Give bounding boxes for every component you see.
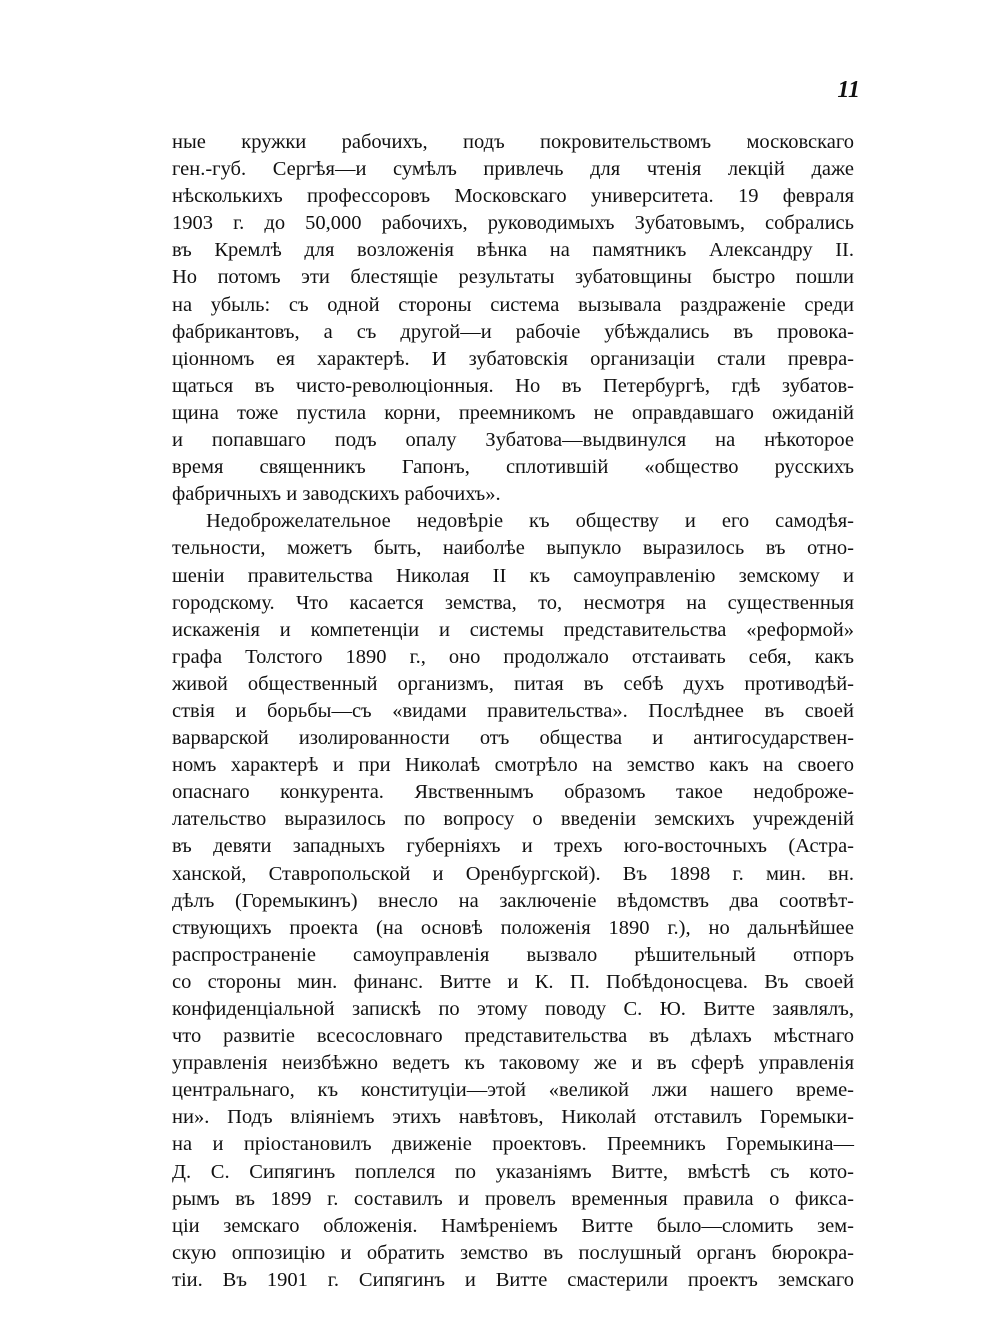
text-line: тельности, можетъ быть, наиболѣе выпукло выразилось въ отно- <box>172 537 854 560</box>
text-line: варварской изолированности отъ общества и антигосударствен- <box>172 727 854 750</box>
text-line: управленія неизбѣжно ведетъ къ таковому же и въ сферѣ управленія <box>172 1052 854 1075</box>
text-line: шеніи правительства Николая II къ самоуправленію земскому и <box>172 564 854 587</box>
paragraph-start-line: Недоброжелательное недовѣріе къ обществу и его самодѣя- <box>206 510 854 533</box>
text-line: распространеніе самоуправленія вызвало рѣшительный отпоръ <box>172 943 854 966</box>
text-line: дѣлъ (Горемыкинъ) внесло на заключеніе вѣдомствъ два соотвѣт- <box>172 889 854 912</box>
text-line: ген.-губ. Сергѣя—и сумѣлъ привлечь для чтенія лекцій даже <box>172 158 854 181</box>
text-line: и попавшаго подъ опалу Зубатова—выдвинулся на нѣкоторое <box>172 429 854 452</box>
text-line: искаженія и компетенціи и системы представительства «реформой» <box>172 618 854 641</box>
text-line: въ Кремлѣ для возложенія вѣнка на памятникъ Александру II. <box>172 239 854 262</box>
text-line: что развитіе всесословнаго представительства въ дѣлахъ мѣстнаго <box>172 1025 854 1048</box>
text-line: Д. С. Сипягинъ поплелся по указаніямъ Витте, вмѣстѣ съ кото- <box>172 1160 854 1183</box>
text-line: ціи земскаго обложенія. Намѣреніемъ Витте было—сломить зем- <box>172 1214 854 1237</box>
text-line: 1903 г. до 50,000 рабочихъ, руководимыхъ Зубатовымъ, собрались <box>172 212 854 235</box>
text-line: городскому. Что касается земства, то, несмотря на существенныя <box>172 591 854 614</box>
body-text <box>172 129 854 1294</box>
text-line: лательство выразилось по вопросу о введеніи земскихъ учрежденій <box>172 808 854 831</box>
text-line: живой общественный организмъ, питая въ себѣ духъ противодѣй- <box>172 672 854 695</box>
text-line: опаснаго конкурента. Явственнымъ образомъ такое недоброже- <box>172 781 854 804</box>
text-line: конфиденціальной запискѣ по этому поводу С. Ю. Витте заявлялъ, <box>172 998 854 1020</box>
text-line: номъ характерѣ и при Николаѣ смотрѣло на земство какъ на своего <box>172 754 854 777</box>
text-line: рымъ въ 1899 г. составилъ и провелъ временныя правила о фикса- <box>172 1187 854 1210</box>
text-line: фабрикантовъ, а съ другой—и рабочіе убѣждались въ провока- <box>172 320 854 343</box>
text-line: ни». Подъ вліяніемъ этихъ навѣтовъ, Николай отставилъ Горемыки- <box>172 1106 854 1129</box>
text-line: время священникъ Гапонъ, сплотившій «общество русскихъ <box>172 456 854 479</box>
text-line: въ девяти западныхъ губерніяхъ и трехъ юго-восточныхъ (Астра- <box>172 835 854 858</box>
text-line: графа Толстого 1890 г., оно продолжало отстаивать себя, какъ <box>172 645 854 668</box>
text-line: скую оппозицію и обратить земство въ послушный органъ бюрокра- <box>172 1241 854 1264</box>
text-line: на убыль: съ одной стороны система вызывала раздраженіе среди <box>172 293 854 316</box>
paragraph-end-line: фабричныхъ и заводскихъ рабочихъ». <box>172 483 501 506</box>
text-line: ствующихъ проекта (на основѣ положенія 1890 г.), но дальнѣйшее <box>172 916 854 939</box>
text-line: ствія и борьбы—съ «видами правительства». Послѣднее въ своей <box>172 699 854 722</box>
text-line: ханской, Ставропольской и Оренбургской). Въ 1898 г. мин. вн. <box>172 862 854 885</box>
text-line: тіи. Въ 1901 г. Сипягинъ и Витте смастерили проектъ земскаго <box>172 1268 854 1291</box>
text-line: на и пріостановилъ движеніе проектовъ. Преемникъ Горемыкина— <box>172 1133 854 1156</box>
text-line: со стороны мин. финанс. Витте и К. П. Побѣдоносцева. Въ своей <box>172 970 854 993</box>
page-number: 11 <box>837 77 860 103</box>
text-line: ные кружки рабочихъ, подъ покровительствомъ московскаго <box>172 131 854 153</box>
text-line: щаться въ чисто-революціонныя. Но въ Петербургѣ, гдѣ зубатов- <box>172 374 854 397</box>
text-line: щина тоже пустила корни, преемникомъ не оправдавшаго ожиданій <box>172 401 854 424</box>
text-line: нѣсколькихъ профессоровъ Московскаго университета. 19 февраля <box>172 185 854 208</box>
text-line: центральнаго, къ конституціи—этой «великой лжи нашего време- <box>172 1079 854 1102</box>
text-line: Но потомъ эти блестящіе результаты зубатовщины быстро пошли <box>172 266 854 289</box>
text-line: ціонномъ ея характерѣ. И зубатовскія организаціи стали превра- <box>172 347 854 370</box>
